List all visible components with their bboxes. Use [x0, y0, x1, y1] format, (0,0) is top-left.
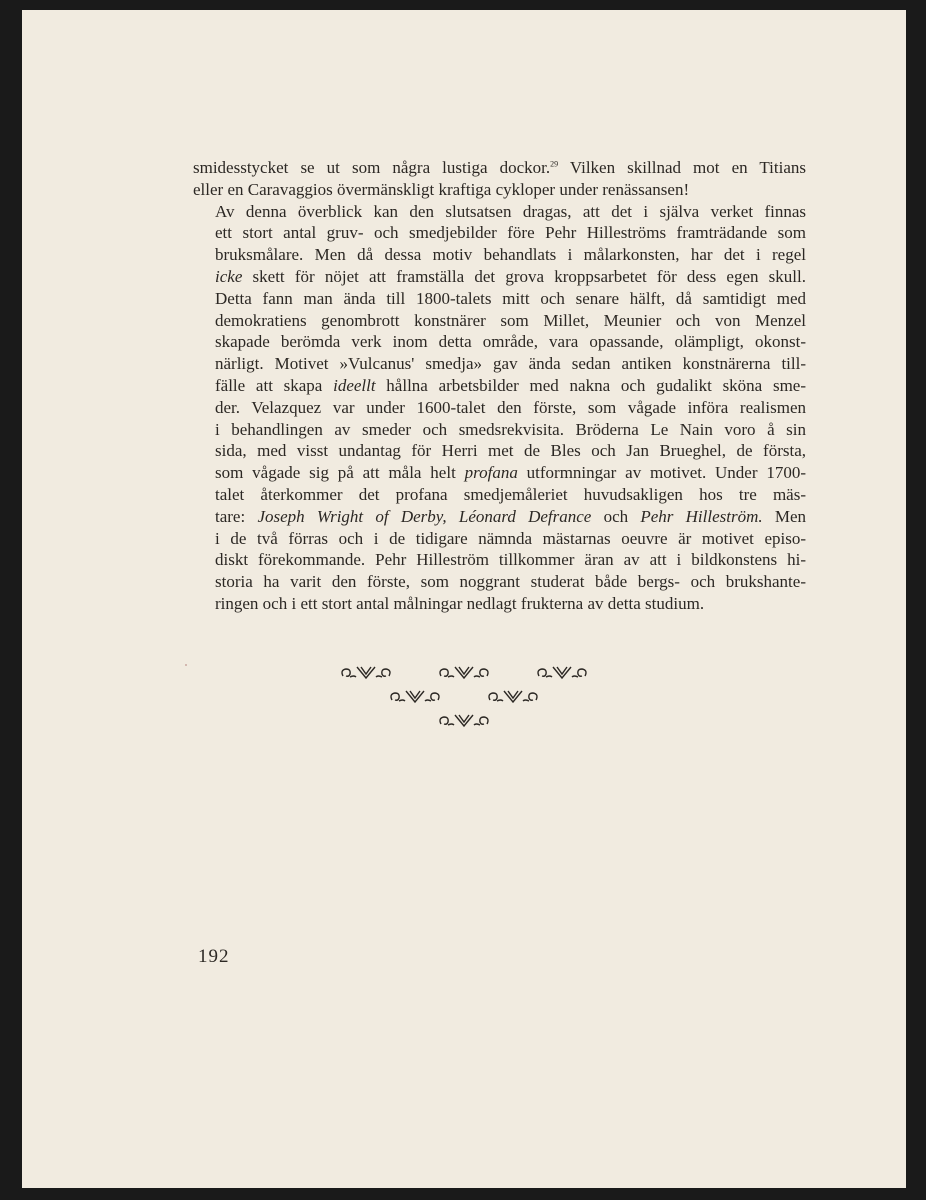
- fleuron-icon: [437, 663, 491, 683]
- fleuron-icon: [535, 663, 589, 683]
- ornament-row: [22, 687, 906, 707]
- paragraph-1: [193, 157, 806, 201]
- text-line: skapade berömda verk inom detta område, vara opassande, olämpligt, okonst-: [215, 332, 806, 352]
- text-line: ringen och i ett stort antal målningar nedlagt frukterna av detta studium.: [215, 593, 705, 613]
- text-line: smidesstycket se ut som några lustiga dockor.$^{29}$ Vilken skillnad mot en Titians: [193, 158, 806, 177]
- text-line: ett stort antal gruv- och smedjebilder före Pehr Hilleströms framträdande som: [215, 223, 806, 243]
- text-line: demokratiens genombrott konstnärer som Millet, Meunier och von Menzel: [215, 310, 806, 330]
- text-line: diskt förekommande. Pehr Hilleström tillkommer äran av att i bildkonstens hi-: [215, 550, 806, 570]
- text-line: bruksmålare. Men då dessa motiv behandlats i målarkonsten, har det i regel: [215, 245, 806, 265]
- book-page: [22, 10, 906, 1188]
- paragraph-2: [193, 201, 806, 615]
- text-line: der. Velazquez var under 1600-talet den förste, som vågade införa realismen: [215, 397, 806, 417]
- footnote-marker[interactable]: 29: [550, 159, 559, 169]
- ornament-row: [22, 711, 906, 731]
- text-line: i de två förras och i de tidigare nämnda mästarnas oeuvre är motivet episo-: [215, 528, 806, 548]
- page-number: 192: [198, 946, 230, 967]
- fleuron-icon: [437, 711, 491, 731]
- ornament-row: [22, 663, 906, 683]
- body-text: [193, 157, 806, 615]
- text-line: fälle att skapa ideellt hållna arbetsbilder med nakna och gudalikt sköna sme-: [215, 375, 807, 395]
- fleuron-icon: [486, 687, 540, 707]
- text-line: närligt. Motivet »Vulcanus' smedja» gav ända sedan antiken konstnärerna till-: [215, 354, 806, 374]
- paper-speck: [185, 664, 187, 666]
- text-line: Detta fann man ända till 1800-talets mitt och senare hälft, då samtidigt med: [215, 288, 806, 308]
- text-line: som vågade sig på att måla helt profana utformningar av motivet. Under 1700-: [215, 463, 806, 483]
- text-line: i behandlingen av smeder och smedsrekvisita. Bröderna Le Nain voro å sin: [215, 419, 806, 439]
- text-line: talet återkommer det profana smedjemåleriet huvudsakligen hos tre mäs-: [215, 484, 806, 504]
- text-line: eller en Caravaggios övermänskligt kraftiga cykloper under renässansen!: [193, 179, 690, 199]
- text-line: storia ha varit den förste, som noggrant studerat både bergs- och brukshante-: [215, 572, 806, 592]
- fleuron-icon: [339, 663, 393, 683]
- text-line: sida, med visst undantag för Herri met de Bles och Jan Brueghel, de första,: [215, 441, 806, 461]
- fleuron-icon: [388, 687, 442, 707]
- text-line: icke skett för nöjet att framställa det grova kroppsarbetet för dess egen skull.: [215, 266, 806, 286]
- text-line: tare: Joseph Wright of Derby, Léonard Defrance och Pehr Hilleström. Men: [215, 506, 807, 526]
- text-line: Av denna överblick kan den slutsatsen dragas, att det i själva verket finnas: [215, 201, 806, 221]
